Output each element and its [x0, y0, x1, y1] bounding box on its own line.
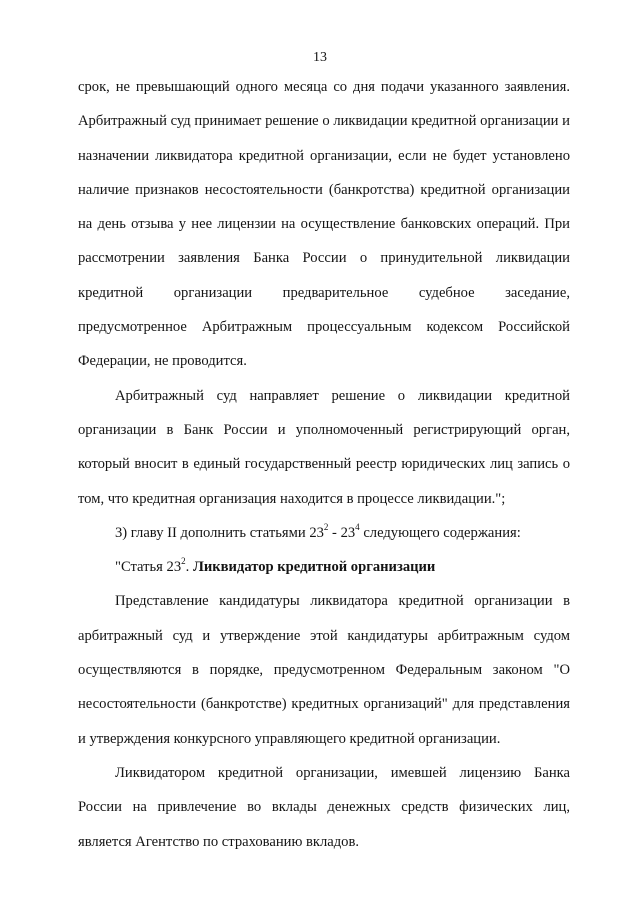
article-number-start: 23 — [309, 524, 324, 541]
article-heading-superscript: 2 — [181, 556, 186, 567]
page-number: 13 — [313, 50, 327, 65]
paragraph-court-decision: Арбитражный суд направляет решение о ликвидации кредитной организации в Банк России и уполномоченный регистрирующий орган, который вносит в единый государственный реестр юридических лиц запись о том, что кредитная организация находится в процессе ликвидации."; — [78, 387, 570, 507]
article-heading-dot: . — [185, 559, 193, 576]
article-number-end: 23 — [340, 524, 356, 541]
paragraph-amendment — [78, 516, 570, 550]
paragraph-candidate: Представление кандидатуры ликвидатора кредитной организации в арбитражный суд и утверждение этой кандидатуры арбитражным судом осуществляются в порядке, предусмотренном Федеральным законом "О несостоятельности (банкротстве) кредитных организаций" для представления и утверждения конкурсного управляющего кредитной организации. — [78, 593, 570, 747]
amendment-text-before: 3) главу II дополнить статьями — [115, 524, 310, 541]
article-heading — [78, 550, 570, 584]
article-superscript-end: 4 — [355, 522, 360, 532]
range-dash: - — [328, 524, 341, 541]
paragraph-continuation: срок, не превышающий одного месяца со дня подачи указанного заявления. Арбитражный суд принимает решение о ликвидации кредитной организации и назначении ликвидатора кредитной организации, если не будет установлено наличие признаков несостоятельности (банкротства) кредитной организации на день отзыва у нее лицензии на осуществление банковских операций. При рассмотрении заявления Банка России о принудительной ликвидации кредитной организации предварительное судебное заседание, предусмотренное Арбитражным процессуальным кодексом Российской Федерации, не проводится. — [78, 79, 570, 370]
article-superscript-start: 2 — [323, 522, 329, 532]
document-body — [78, 70, 570, 859]
paragraph-liquidator: Ликвидатором кредитной организации, имевшей лицензию Банка России на привлечение во вклады денежных средств физических лиц, является Агентство по страхованию вкладов. — [78, 764, 570, 850]
article-title: Ликвидатор кредитной организации — [192, 559, 436, 576]
article-label: "Статья 23 — [115, 559, 182, 576]
amendment-text-after: следующего содержания: — [359, 524, 521, 541]
